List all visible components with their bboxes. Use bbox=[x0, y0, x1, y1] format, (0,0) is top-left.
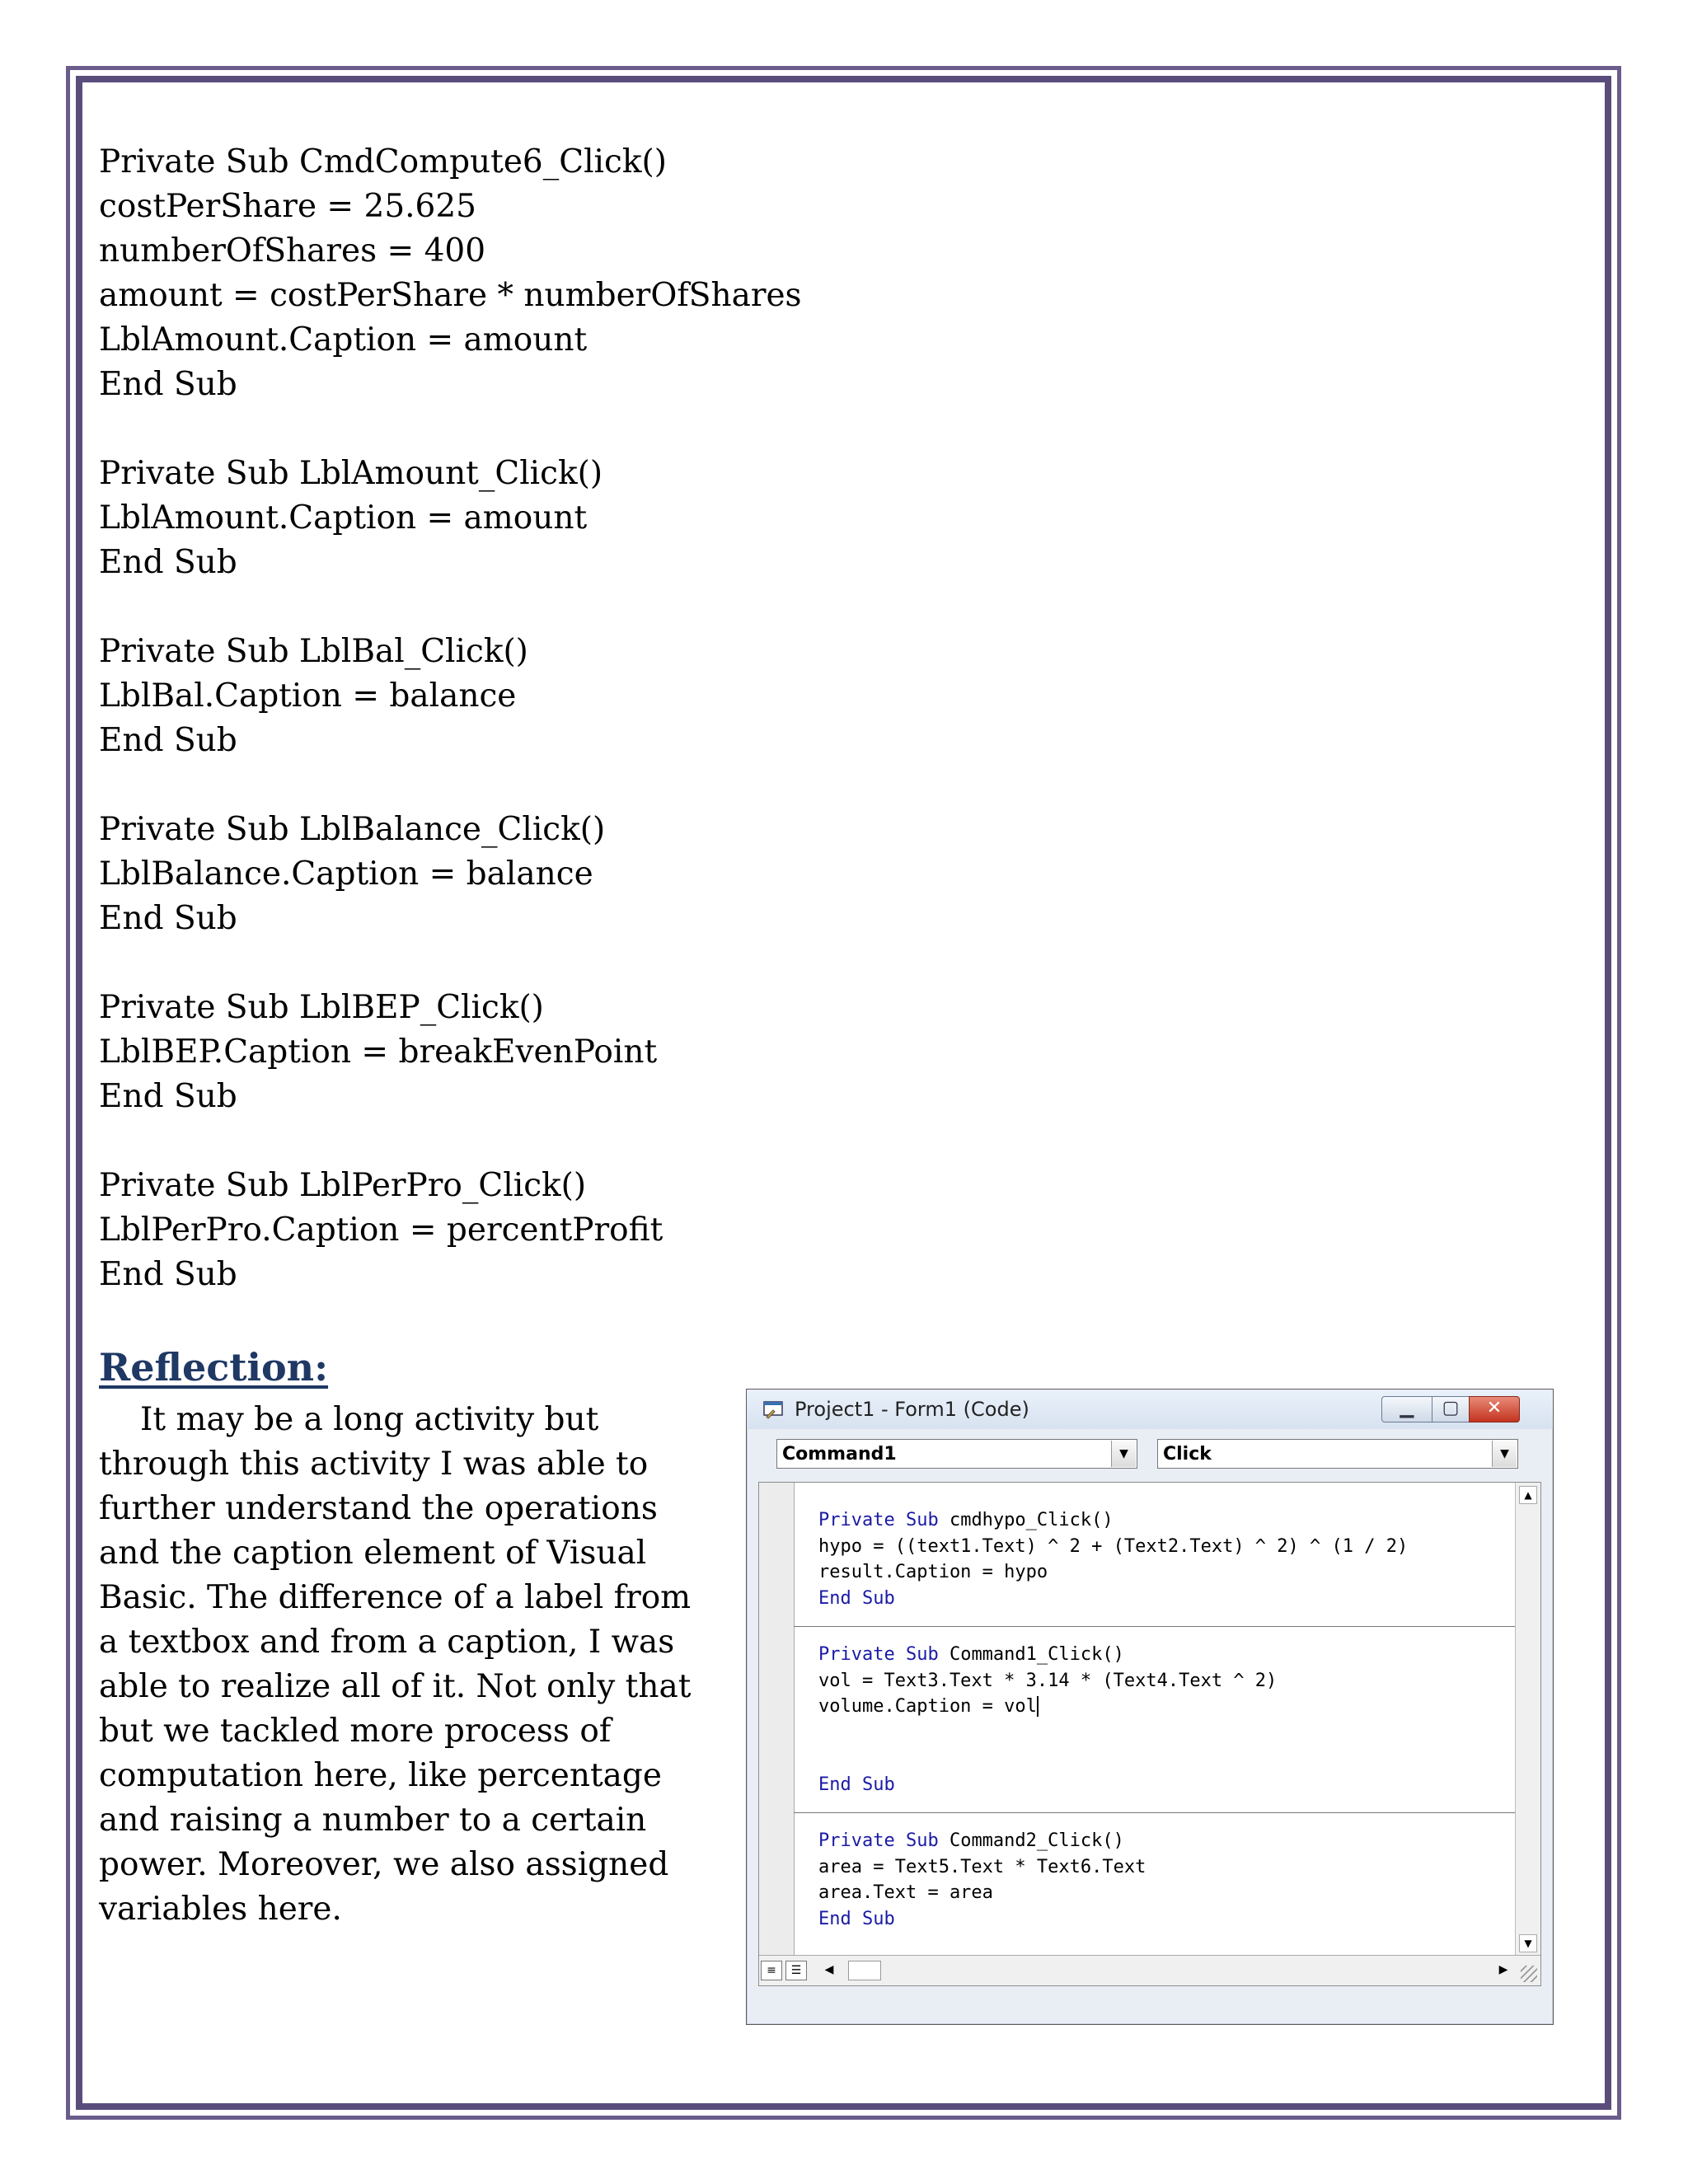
scroll-left-icon[interactable]: ◀ bbox=[824, 1963, 834, 1976]
code-line[interactable] bbox=[818, 1746, 1511, 1772]
vb-procedure[interactable] bbox=[818, 1828, 1511, 1932]
spacer bbox=[818, 1797, 1511, 1812]
restore-icon: ▢ bbox=[1442, 1398, 1460, 1418]
code-line: Private Sub LblAmount_Click() bbox=[99, 455, 603, 492]
code-line: End Sub bbox=[99, 722, 237, 759]
vb-project-icon bbox=[763, 1401, 785, 1419]
end-sub-line[interactable]: End Sub bbox=[818, 1774, 895, 1795]
code-line: numberOfShares = 400 bbox=[99, 232, 486, 269]
margin-indicator-bar bbox=[759, 1483, 795, 1985]
code-line: Private Sub LblBalance_Click() bbox=[99, 811, 606, 848]
vb-procedure[interactable] bbox=[818, 1642, 1511, 1797]
code-line: End Sub bbox=[99, 366, 237, 403]
scroll-up-icon[interactable]: ▲ bbox=[1519, 1486, 1537, 1504]
maximize-button[interactable] bbox=[1432, 1396, 1470, 1422]
scroll-right-icon[interactable]: ▶ bbox=[1498, 1963, 1508, 1976]
minimize-icon: ▁ bbox=[1400, 1398, 1414, 1418]
reflection-heading: Reflection: bbox=[99, 1345, 329, 1390]
procedure-name: cmdhypo_Click() bbox=[938, 1510, 1114, 1530]
code-line: End Sub bbox=[99, 900, 237, 937]
code-line: LblBal.Caption = balance bbox=[99, 677, 517, 715]
code-line: LblAmount.Caption = amount bbox=[99, 499, 588, 537]
scroll-down-icon[interactable]: ▼ bbox=[1519, 1934, 1537, 1952]
full-module-view-icon[interactable]: ☰ bbox=[785, 1961, 807, 1980]
procedure-view-icon[interactable]: ≡ bbox=[761, 1961, 782, 1980]
resize-grip-icon[interactable] bbox=[1521, 1966, 1537, 1982]
code-line[interactable]: area.Text = area bbox=[818, 1882, 993, 1903]
code-editor[interactable] bbox=[758, 1482, 1541, 1986]
code-line: End Sub bbox=[99, 1256, 237, 1293]
code-line: Private Sub LblPerPro_Click() bbox=[99, 1167, 587, 1204]
code-procedure bbox=[99, 452, 1418, 585]
procedure-name: Command2_Click() bbox=[938, 1830, 1124, 1851]
procedure-header[interactable] bbox=[818, 1507, 1511, 1534]
keyword: Private Sub bbox=[818, 1830, 939, 1851]
code-line: LblPerPro.Caption = percentProfit bbox=[99, 1212, 663, 1249]
code-line: amount = costPerShare * numberOfShares bbox=[99, 277, 802, 314]
code-line: End Sub bbox=[99, 1078, 237, 1115]
code-line[interactable] bbox=[818, 1720, 1511, 1746]
vertical-scrollbar[interactable] bbox=[1515, 1483, 1540, 1956]
close-icon: ✕ bbox=[1486, 1398, 1503, 1418]
code-procedure bbox=[99, 140, 1418, 407]
keyword: Private Sub bbox=[818, 1644, 939, 1665]
minimize-button[interactable] bbox=[1381, 1396, 1432, 1422]
code-line[interactable]: result.Caption = hypo bbox=[818, 1562, 1048, 1582]
code-line: LblBalance.Caption = balance bbox=[99, 855, 593, 893]
code-line[interactable]: vol = Text3.Text * 3.14 * (Text4.Text ^ 2) bbox=[818, 1670, 1278, 1691]
code-line[interactable]: hypo = ((text1.Text) ^ 2 + (Text2.Text) ^ 2) ^ (1 / 2) bbox=[818, 1535, 1409, 1557]
end-sub-line[interactable]: End Sub bbox=[818, 1908, 895, 1929]
text-caret bbox=[1037, 1696, 1039, 1717]
code-line: Private Sub CmdCompute6_Click() bbox=[99, 143, 667, 180]
code-line: Private Sub LblBEP_Click() bbox=[99, 989, 544, 1026]
end-sub-line[interactable]: End Sub bbox=[818, 1587, 895, 1609]
procedure-dropdown[interactable] bbox=[1157, 1439, 1518, 1469]
spacer bbox=[818, 1627, 1511, 1642]
keyword: Private Sub bbox=[818, 1510, 939, 1530]
horizontal-scrollbar[interactable] bbox=[759, 1955, 1540, 1985]
procedure-header[interactable] bbox=[818, 1642, 1511, 1668]
code-procedure bbox=[99, 630, 1418, 763]
object-dropdown[interactable] bbox=[776, 1439, 1137, 1469]
window-titlebar[interactable] bbox=[747, 1390, 1553, 1429]
code-procedure bbox=[99, 1164, 1418, 1297]
vb-procedure[interactable] bbox=[818, 1507, 1511, 1611]
spacer bbox=[818, 1611, 1511, 1626]
close-button[interactable] bbox=[1469, 1396, 1520, 1422]
code-procedure bbox=[99, 808, 1418, 941]
code-line: LblAmount.Caption = amount bbox=[99, 321, 588, 359]
code-line[interactable]: volume.Caption = vol bbox=[818, 1696, 1037, 1717]
code-line: costPerShare = 25.625 bbox=[99, 188, 476, 225]
scroll-thumb[interactable] bbox=[848, 1961, 881, 1980]
object-dropdown-value: Command1 bbox=[782, 1444, 897, 1465]
procedure-header[interactable] bbox=[818, 1828, 1511, 1854]
spacer bbox=[818, 1813, 1511, 1828]
procedure-name: Command1_Click() bbox=[938, 1644, 1124, 1665]
reflection-paragraph: It may be a long activity but through this activity I was able to further understand the operations and the caption element of Visual Basic. The difference of a label from a textbox and from a caption, I was able to realize all of it. Not only that but we tackled more process of computation here, like percentage and raising a number to a certain power. Moreover, we also assigned variables here. bbox=[99, 1401, 692, 1928]
code-line[interactable]: area = Text5.Text * Text6.Text bbox=[818, 1856, 1146, 1877]
code-line: LblBEP.Caption = breakEvenPoint bbox=[99, 1033, 658, 1071]
chevron-down-icon[interactable]: ▼ bbox=[1111, 1441, 1136, 1467]
code-editor-text[interactable] bbox=[818, 1507, 1511, 1932]
vb-code-window bbox=[746, 1389, 1554, 2025]
procedure-dropdown-value: Click bbox=[1163, 1444, 1212, 1465]
code-procedure bbox=[99, 986, 1418, 1119]
window-title: Project1 - Form1 (Code) bbox=[795, 1398, 1029, 1421]
code-listing bbox=[99, 140, 1418, 1342]
code-line: Private Sub LblBal_Click() bbox=[99, 633, 528, 670]
code-line: End Sub bbox=[99, 544, 237, 581]
chevron-down-icon[interactable]: ▼ bbox=[1492, 1441, 1517, 1467]
